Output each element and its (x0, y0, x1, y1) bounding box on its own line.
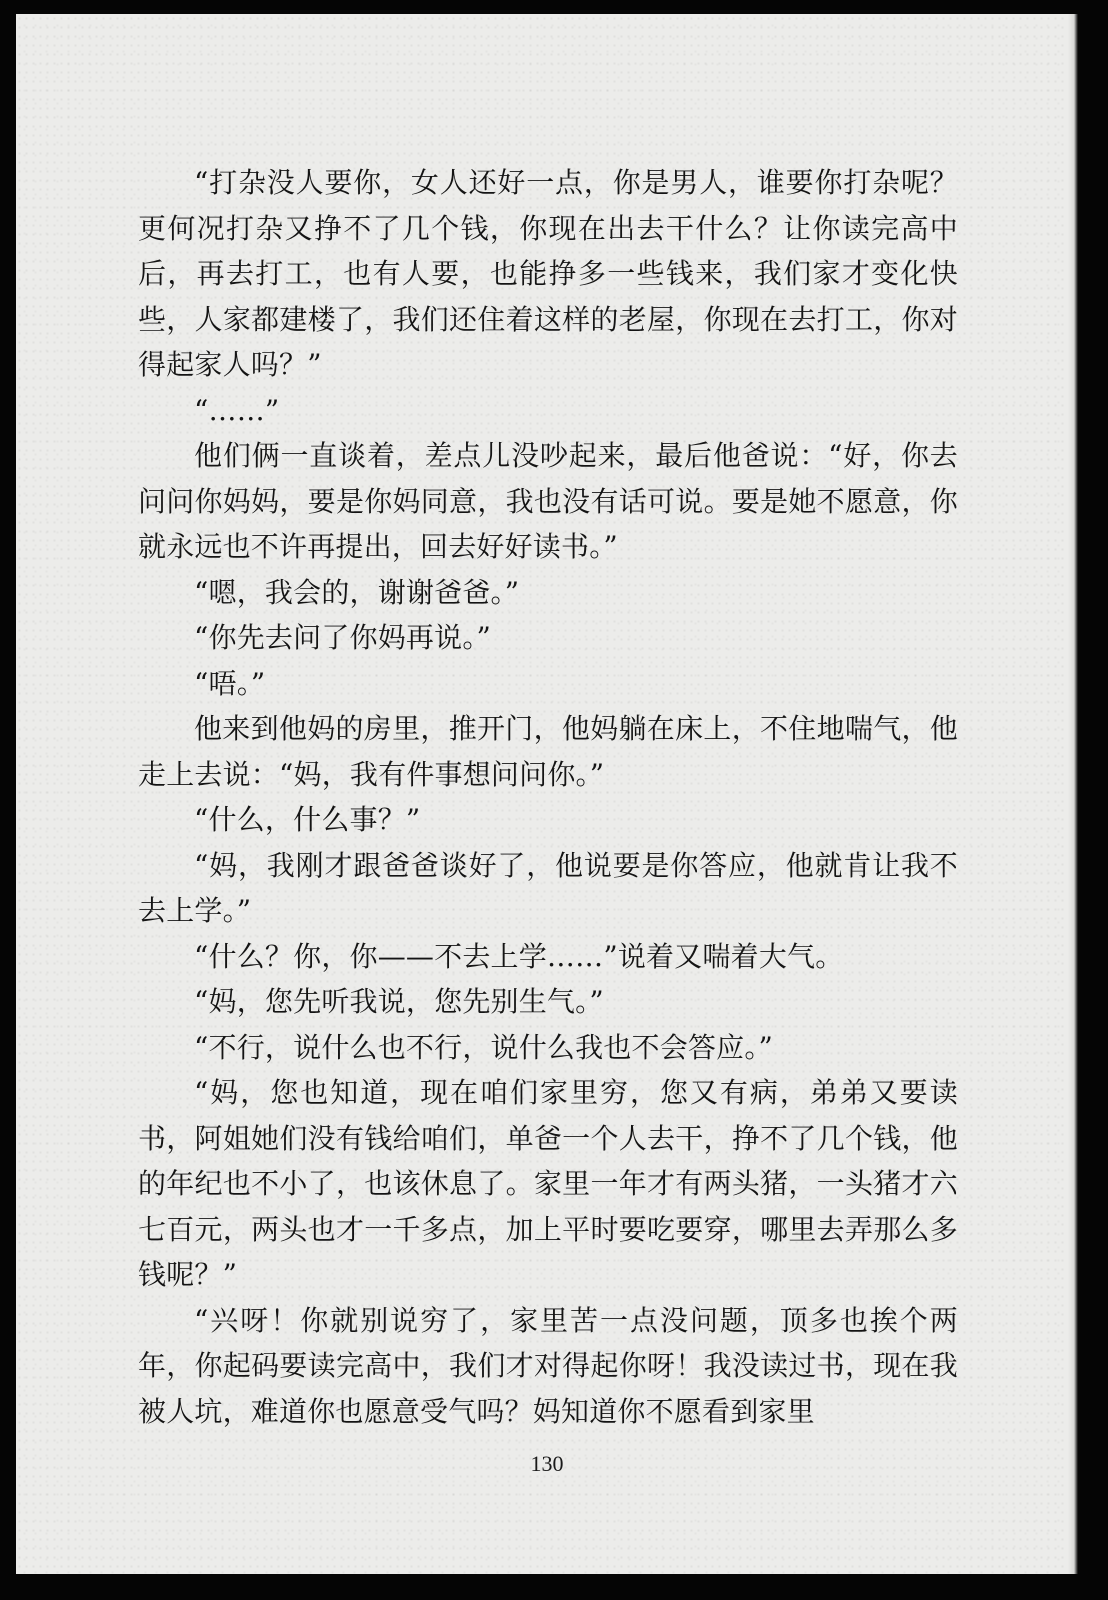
paragraph: 他来到他妈的房里，推开门，他妈躺在床上，不住地喘气，他走上去说：“妈，我有件事想问问你。” (138, 712, 958, 791)
paragraph: “妈，您也知道，现在咱们家里穷，您又有病，弟弟又要读书，阿姐她们没有钱给咱们，单爸一个人去干，挣不了几个钱，他的年纪也不小了，也该休息了。家里一年才有两头猪，一头猪才六七百元，两头也才一千多点，加上平时要吃要穿，哪里去弄那么多钱呢？” (138, 1076, 958, 1291)
paragraph: “你先去问了你妈再说。” (194, 621, 492, 654)
page-edge (1068, 14, 1078, 1574)
paragraph: “嗯，我会的，谢谢爸爸。” (194, 575, 520, 609)
paragraph: “不行，说什么也不行，说什么我也不会答应。” (194, 1030, 774, 1064)
paragraph: 他们俩一直谈着，差点儿没吵起来，最后他爸说：“好，你去问问你妈妈，要是你妈同意，我也没有话可说。要是她不愿意，你就永远也不许再提出，回去好好读书。” (138, 439, 958, 563)
book-page (16, 14, 1078, 1574)
paragraph: “什么，什么事？” (194, 803, 421, 836)
paragraph: “兴呀！你就别说穷了，家里苦一点没问题，顶多也挨个两年，你起码要读完高中，我们才对得起你呀！我没读过书，现在我被人坑，难道你也愿意受气吗？妈知道你不愿看到家里 (138, 1303, 958, 1428)
paragraph: “妈，我刚才跟爸爸谈好了，他说要是你答应，他就肯让我不去上学。” (138, 848, 958, 927)
paragraph: “……” (194, 393, 280, 427)
paragraph: “打杂没人要你，女人还好一点，你是男人，谁要你打杂呢？更何况打杂又挣不了几个钱，你现在出去干什么？让你读完高中后，再去打工，也有人要，也能挣多一些钱来，我们家才变化快些，人家都建楼了，我们还住着这样的老屋，你现在去打工，你对得起家人吗？” (138, 166, 958, 381)
paragraph: “什么？你，你——不去上学……”说着又喘着大气。 (194, 939, 844, 973)
body-text (138, 160, 958, 1434)
paragraph: “妈，您先听我说，您先别生气。” (194, 985, 604, 1018)
page-number: 130 (530, 1451, 564, 1476)
paragraph: “唔。” (194, 666, 266, 700)
